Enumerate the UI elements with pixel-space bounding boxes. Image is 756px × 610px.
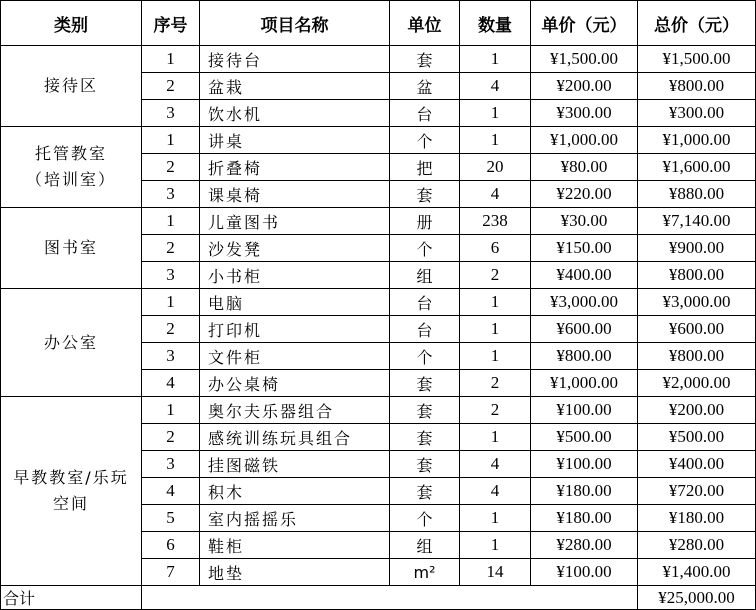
item-name-cell: 地垫 bbox=[200, 559, 390, 586]
header-category: 类别 bbox=[1, 1, 142, 46]
category-cell bbox=[1, 127, 142, 208]
category-cell bbox=[1, 46, 142, 127]
seq-cell: 3 bbox=[142, 343, 200, 370]
total-price-cell: ¥800.00 bbox=[638, 343, 756, 370]
unit-cell: 套 bbox=[390, 397, 460, 424]
unit-cell: 个 bbox=[390, 505, 460, 532]
item-name-cell: 讲桌 bbox=[200, 127, 390, 154]
qty-cell: 20 bbox=[460, 154, 531, 181]
seq-cell: 4 bbox=[142, 370, 200, 397]
total-price-cell: ¥600.00 bbox=[638, 316, 756, 343]
unit-cell: 盆 bbox=[390, 73, 460, 100]
category-cell bbox=[1, 208, 142, 289]
item-name-cell: 鞋柜 bbox=[200, 532, 390, 559]
header-seq: 序号 bbox=[142, 1, 200, 46]
total-price-cell: ¥300.00 bbox=[638, 100, 756, 127]
qty-cell: 4 bbox=[460, 478, 531, 505]
total-price-cell: ¥7,140.00 bbox=[638, 208, 756, 235]
seq-cell: 2 bbox=[142, 154, 200, 181]
unit-price-cell: ¥300.00 bbox=[531, 100, 638, 127]
unit-cell: 套 bbox=[390, 181, 460, 208]
total-price-cell: ¥2,000.00 bbox=[638, 370, 756, 397]
unit-price-cell: ¥100.00 bbox=[531, 397, 638, 424]
item-name-cell: 奥尔夫乐器组合 bbox=[200, 397, 390, 424]
table-row bbox=[1, 127, 756, 154]
unit-price-cell: ¥150.00 bbox=[531, 235, 638, 262]
unit-price-cell: ¥600.00 bbox=[531, 316, 638, 343]
item-name-cell: 积木 bbox=[200, 478, 390, 505]
qty-cell: 1 bbox=[460, 343, 531, 370]
qty-cell: 2 bbox=[460, 262, 531, 289]
seq-cell: 2 bbox=[142, 316, 200, 343]
unit-price-cell: ¥400.00 bbox=[531, 262, 638, 289]
unit-cell: 组 bbox=[390, 532, 460, 559]
item-name-cell: 饮水机 bbox=[200, 100, 390, 127]
category-label: 图书室 bbox=[43, 238, 98, 257]
total-price-cell: ¥720.00 bbox=[638, 478, 756, 505]
unit-cell: 台 bbox=[390, 100, 460, 127]
unit-price-cell: ¥1,000.00 bbox=[531, 127, 638, 154]
seq-cell: 2 bbox=[142, 73, 200, 100]
qty-cell: 2 bbox=[460, 370, 531, 397]
category-cell bbox=[1, 289, 142, 397]
total-price-cell: ¥500.00 bbox=[638, 424, 756, 451]
unit-price-cell: ¥800.00 bbox=[531, 343, 638, 370]
total-price-cell: ¥180.00 bbox=[638, 505, 756, 532]
unit-cell: 个 bbox=[390, 235, 460, 262]
seq-cell: 1 bbox=[142, 289, 200, 316]
qty-cell: 1 bbox=[460, 127, 531, 154]
table-row bbox=[1, 397, 756, 424]
total-price-cell: ¥3,000.00 bbox=[638, 289, 756, 316]
total-price-cell: ¥800.00 bbox=[638, 73, 756, 100]
item-name-cell: 挂图磁铁 bbox=[200, 451, 390, 478]
unit-price-cell: ¥200.00 bbox=[531, 73, 638, 100]
header-name: 项目名称 bbox=[200, 1, 390, 46]
unit-cell: 套 bbox=[390, 424, 460, 451]
item-name-cell: 小书柜 bbox=[200, 262, 390, 289]
unit-price-cell: ¥500.00 bbox=[531, 424, 638, 451]
seq-cell: 2 bbox=[142, 424, 200, 451]
qty-cell: 14 bbox=[460, 559, 531, 586]
qty-cell: 1 bbox=[460, 532, 531, 559]
unit-cell: 组 bbox=[390, 262, 460, 289]
seq-cell: 1 bbox=[142, 397, 200, 424]
table-row bbox=[1, 289, 756, 316]
seq-cell: 3 bbox=[142, 262, 200, 289]
header-price: 单价（元） bbox=[531, 1, 638, 46]
qty-cell: 1 bbox=[460, 424, 531, 451]
header-total: 总价（元） bbox=[638, 1, 756, 46]
unit-cell: 册 bbox=[390, 208, 460, 235]
total-spacer bbox=[142, 586, 638, 610]
total-price-cell: ¥200.00 bbox=[638, 397, 756, 424]
qty-cell: 1 bbox=[460, 316, 531, 343]
table-row bbox=[1, 46, 756, 73]
footer-row bbox=[1, 586, 756, 610]
seq-cell: 4 bbox=[142, 478, 200, 505]
seq-cell: 6 bbox=[142, 532, 200, 559]
item-name-cell: 打印机 bbox=[200, 316, 390, 343]
item-name-cell: 盆栽 bbox=[200, 73, 390, 100]
category-label: 托管教室（培训室） bbox=[25, 144, 116, 189]
unit-cell: 套 bbox=[390, 451, 460, 478]
item-name-cell: 文件柜 bbox=[200, 343, 390, 370]
item-name-cell: 儿童图书 bbox=[200, 208, 390, 235]
grand-total: ¥25,000.00 bbox=[638, 586, 756, 610]
total-price-cell: ¥1,000.00 bbox=[638, 127, 756, 154]
total-price-cell: ¥880.00 bbox=[638, 181, 756, 208]
seq-cell: 7 bbox=[142, 559, 200, 586]
item-name-cell: 沙发凳 bbox=[200, 235, 390, 262]
unit-cell: 台 bbox=[390, 316, 460, 343]
unit-cell: 把 bbox=[390, 154, 460, 181]
unit-cell: 个 bbox=[390, 127, 460, 154]
seq-cell: 1 bbox=[142, 208, 200, 235]
seq-cell: 1 bbox=[142, 46, 200, 73]
item-name-cell: 办公桌椅 bbox=[200, 370, 390, 397]
unit-cell: 套 bbox=[390, 370, 460, 397]
qty-cell: 1 bbox=[460, 46, 531, 73]
qty-cell: 4 bbox=[460, 451, 531, 478]
unit-price-cell: ¥1,000.00 bbox=[531, 370, 638, 397]
qty-cell: 4 bbox=[460, 73, 531, 100]
item-name-cell: 接待台 bbox=[200, 46, 390, 73]
total-price-cell: ¥800.00 bbox=[638, 262, 756, 289]
item-name-cell: 折叠椅 bbox=[200, 154, 390, 181]
seq-cell: 3 bbox=[142, 100, 200, 127]
unit-price-cell: ¥180.00 bbox=[531, 478, 638, 505]
unit-price-cell: ¥3,000.00 bbox=[531, 289, 638, 316]
total-price-cell: ¥1,500.00 bbox=[638, 46, 756, 73]
unit-cell: 台 bbox=[390, 289, 460, 316]
category-label: 接待区 bbox=[43, 76, 98, 95]
unit-price-cell: ¥30.00 bbox=[531, 208, 638, 235]
qty-cell: 4 bbox=[460, 181, 531, 208]
qty-cell: 1 bbox=[460, 100, 531, 127]
total-price-cell: ¥280.00 bbox=[638, 532, 756, 559]
unit-cell: m² bbox=[390, 559, 460, 586]
seq-cell: 2 bbox=[142, 235, 200, 262]
header-row bbox=[1, 1, 756, 46]
category-label: 早教教室/乐玩空间 bbox=[13, 468, 129, 513]
total-price-cell: ¥400.00 bbox=[638, 451, 756, 478]
unit-price-cell: ¥100.00 bbox=[531, 451, 638, 478]
table-row bbox=[1, 208, 756, 235]
qty-cell: 2 bbox=[460, 397, 531, 424]
qty-cell: 6 bbox=[460, 235, 531, 262]
unit-cell: 套 bbox=[390, 46, 460, 73]
qty-cell: 238 bbox=[460, 208, 531, 235]
unit-price-cell: ¥220.00 bbox=[531, 181, 638, 208]
unit-cell: 个 bbox=[390, 343, 460, 370]
item-name-cell: 室内摇摇乐 bbox=[200, 505, 390, 532]
category-cell bbox=[1, 397, 142, 586]
seq-cell: 1 bbox=[142, 127, 200, 154]
header-unit: 单位 bbox=[390, 1, 460, 46]
total-label: 合计 bbox=[1, 586, 142, 610]
unit-price-cell: ¥180.00 bbox=[531, 505, 638, 532]
table-body bbox=[1, 46, 756, 586]
category-label: 办公室 bbox=[43, 332, 98, 352]
header-qty: 数量 bbox=[460, 1, 531, 46]
unit-price-cell: ¥80.00 bbox=[531, 154, 638, 181]
total-price-cell: ¥900.00 bbox=[638, 235, 756, 262]
unit-cell: 套 bbox=[390, 478, 460, 505]
total-price-cell: ¥1,400.00 bbox=[638, 559, 756, 586]
item-name-cell: 电脑 bbox=[200, 289, 390, 316]
unit-price-cell: ¥1,500.00 bbox=[531, 46, 638, 73]
unit-price-cell: ¥100.00 bbox=[531, 559, 638, 586]
unit-price-cell: ¥280.00 bbox=[531, 532, 638, 559]
total-price-cell: ¥1,600.00 bbox=[638, 154, 756, 181]
item-name-cell: 课桌椅 bbox=[200, 181, 390, 208]
seq-cell: 3 bbox=[142, 181, 200, 208]
qty-cell: 1 bbox=[460, 289, 531, 316]
seq-cell: 3 bbox=[142, 451, 200, 478]
qty-cell: 1 bbox=[460, 505, 531, 532]
seq-cell: 5 bbox=[142, 505, 200, 532]
item-name-cell: 感统训练玩具组合 bbox=[200, 424, 390, 451]
